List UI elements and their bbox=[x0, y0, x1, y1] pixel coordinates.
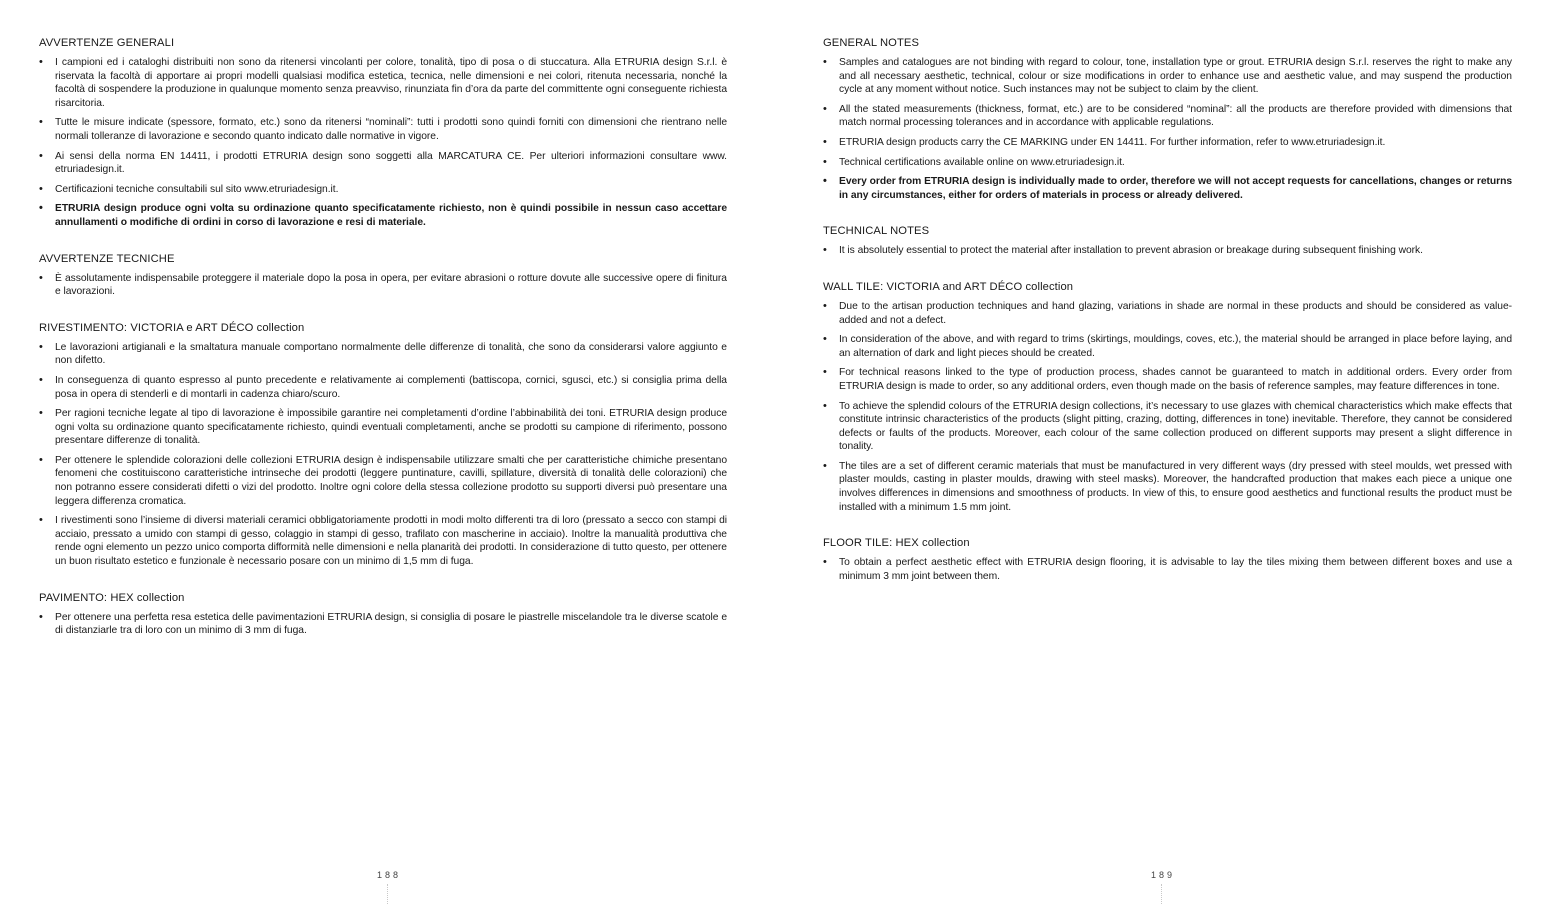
section-title: GENERAL NOTES bbox=[823, 37, 919, 49]
bullet-item: • Per ragioni tecniche legate al tipo di lavorazione è impossibile garantire nei completamenti d’ordine l’abbinabilità dei toni. ETRURIA design produce ogni volta su ordinazione quanto specificatamente richiesto, quindi eventuali completamenti, anche se prodotti su campione di riferimento, possono presentare differenze di tonalità. bbox=[39, 407, 727, 448]
left-column bbox=[39, 36, 727, 660]
bullet-item: • È assolutamente indispensabile proteggere il materiale dopo la posa in opera, per evitare abrasioni o rotture dovute alle successive opere di finitura e lavorazioni. bbox=[39, 272, 727, 299]
bullet-list bbox=[823, 300, 1512, 514]
bullet-item: • Ai sensi della norma EN 14411, i prodotti ETRURIA design sono soggetti alla MARCATURA CE. Per ulteriori informazioni consultare www. etruriadesign.it. bbox=[39, 150, 727, 177]
bullet-item: • In consideration of the above, and with regard to trims (skirtings, mouldings, coves, etc.), the material should be arranged in place before laying, and an alternation of dark and light pieces should be created. bbox=[823, 333, 1512, 360]
notes-section bbox=[39, 36, 727, 230]
bullet-item: • All the stated measurements (thickness, format, etc.) are to be considered “nominal”: all the products are therefore provided with dimensions that match normal processing tolerances and in accordance with applicable regulations. bbox=[823, 103, 1512, 130]
bullet-list bbox=[823, 56, 1512, 202]
page-number: 188 bbox=[376, 870, 402, 880]
bullet-item: • Le lavorazioni artigianali e la smaltatura manuale comportano normalmente delle differenze di tonalità, che sono da considerarsi valore aggiunto e non difetto. bbox=[39, 341, 727, 368]
bullet-list bbox=[39, 611, 727, 638]
notes-section bbox=[823, 280, 1512, 514]
bullet-item: • Per ottenere una perfetta resa estetica delle pavimentazioni ETRURIA design, si consiglia di posare le piastrelle miscelandole tra le diverse scatole e di distanziarle tra di loro con un minimo di 3 mm di fuga. bbox=[39, 611, 727, 638]
bullet-list bbox=[39, 272, 727, 299]
bullet-item: • To achieve the splendid colours of the ETRURIA design collections, it’s necessary to use glazes with chemical characteristics which make effects that constitute intrinsic characteristics of the products (slight pitting, crazing, dotting, differences in tone) inevitable. Therefore, they cannot be considered defects or faults of the products. Moreover, each colour of the same collection produced on different supports may present a slight difference in tonality. bbox=[823, 400, 1512, 454]
right-column bbox=[823, 36, 1512, 605]
bullet-item: • To obtain a perfect aesthetic effect with ETRURIA design flooring, it is advisable to lay the tiles mixing them between different boxes and use a minimum 3 mm joint between them. bbox=[823, 556, 1512, 583]
section-title: RIVESTIMENTO: VICTORIA e ART DÉCO collection bbox=[39, 321, 305, 334]
page-number: 189 bbox=[1150, 870, 1176, 880]
bullet-item: • For technical reasons linked to the type of production process, shades cannot be guaranteed to match in additional orders. Every order from ETRURIA design is made to order, so any additional orders, even though made on the basis of reference samples, may feature differences in tone. bbox=[823, 366, 1512, 393]
fold-mark bbox=[387, 884, 388, 904]
bullet-list bbox=[39, 341, 727, 569]
bullet-item: • The tiles are a set of different ceramic materials that must be manufactured in very different ways (dry pressed with steel moulds, wet pressed with plaster moulds, casting in plaster moulds, drawing with steel masks). Moreover, the handcrafted production that makes each piece a unique one involves differences in dimensions and smoothness of products. In view of this, to ensure good aesthetics and functional results the product must be installed with a minimum 1.5 mm joint. bbox=[823, 460, 1512, 514]
bullet-item: • ETRURIA design produce ogni volta su ordinazione quanto specificatamente richiesto, non è quindi possibile in nessun caso accettare annullamenti o modifiche di ordini in corso di lavorazione e resi di materiale. bbox=[39, 202, 727, 229]
bullet-item: • It is absolutely essential to protect the material after installation to prevent abrasion or breakage during subsequent finishing work. bbox=[823, 244, 1512, 258]
section-title: AVVERTENZE GENERALI bbox=[39, 37, 175, 49]
notes-section bbox=[39, 252, 727, 299]
section-title: AVVERTENZE TECNICHE bbox=[39, 252, 175, 265]
bullet-item: • Samples and catalogues are not binding with regard to colour, tone, installation type or grout. ETRURIA design S.r.l. reserves the right to make any and all necessary aesthetic, technical, colour or size modifications in order to enhance use and aesthetic value, and may suspend the production cycle at any moment without notice. Such instances may not be subject to claim by the client. bbox=[823, 56, 1512, 97]
section-title: TECHNICAL NOTES bbox=[823, 225, 930, 238]
bullet-item: • Every order from ETRURIA design is individually made to order, therefore we will not accept requests for cancellations, changes or returns in any circumstances, either for orders of materials in process or already delivered. bbox=[823, 175, 1512, 202]
notes-section bbox=[823, 536, 1512, 583]
section-title: PAVIMENTO: HEX collection bbox=[39, 591, 185, 604]
notes-section bbox=[823, 36, 1512, 202]
notes-section bbox=[39, 321, 727, 569]
notes-section bbox=[39, 591, 727, 638]
bullet-item: • Per ottenere le splendide colorazioni delle collezioni ETRURIA design è indispensabile utilizzare smalti che per caratteristiche chimiche presentano fenomeni che costituiscono caratteristiche intrinseche dei prodotti (leggere puntinature, cavilli, spillature, diversità di tonalità delle colorazioni) che non potranno essere considerati difetti o vizi del prodotto. Inoltre ogni colore della stessa collezione prodotto su supporti diversi può presentare una leggera differenza cromatica. bbox=[39, 454, 727, 508]
section-title: FLOOR TILE: HEX collection bbox=[823, 537, 970, 550]
section-title: WALL TILE: VICTORIA and ART DÉCO collection bbox=[823, 280, 1074, 293]
bullet-list bbox=[823, 556, 1512, 583]
right-page bbox=[775, 0, 1550, 904]
notes-section bbox=[823, 224, 1512, 258]
bullet-item: • In conseguenza di quanto espresso al punto precedente e relativamente ai complementi (battiscopa, cornici, sgusci, etc.) si consiglia prima della posa in opera di stenderli e di montarli in cadenza chiaro/scuro. bbox=[39, 374, 727, 401]
bullet-item: • Due to the artisan production techniques and hand glazing, variations in shade are normal in these products and should be considered as value-added and not a defect. bbox=[823, 300, 1512, 327]
bullet-item: • Certificazioni tecniche consultabili sul sito www.etruriadesign.it. bbox=[39, 183, 727, 197]
bullet-item: • Technical certifications available online on www.etruriadesign.it. bbox=[823, 156, 1512, 170]
bullet-item: • I campioni ed i cataloghi distribuiti non sono da ritenersi vincolanti per colore, tonalità, tipo di posa o di stuccatura. Alla ETRURIA design S.r.l. è riservata la facoltà di apportare ai propri modelli qualsiasi modifica estetica, tecnica, nelle dimensioni e nei colori, ritenuta necessaria, nonché la facoltà di sospendere la produzione in qualunque momento senza preavviso, rinunziata fin d’ora da parte del committente ogni conseguente richiesta risarcitoria. bbox=[39, 56, 727, 110]
fold-mark bbox=[1161, 884, 1162, 904]
bullet-list bbox=[39, 56, 727, 230]
bullet-list bbox=[823, 244, 1512, 258]
bullet-item: • ETRURIA design products carry the CE MARKING under EN 14411. For further information, refer to www.etruriadesign.it. bbox=[823, 136, 1512, 150]
bullet-item: • I rivestimenti sono l’insieme di diversi materiali ceramici obbligatoriamente prodotti in modi molto differenti tra di loro (pressato a secco con stampi di acciaio, pressato a umido con stampi di gesso, colaggio in stampi di gesso, trafilato con mascherine in acciaio). Inoltre la manualità produttiva che rende ogni elemento un pezzo unico comporta difformità nelle dimensioni e nella planarità dei prodotti. In considerazione di tutto questo, per ottenere un buon risultato estetico e funzionale è necessario posare con un minimo di 1,5 mm di fuga. bbox=[39, 514, 727, 568]
bullet-item: • Tutte le misure indicate (spessore, formato, etc.) sono da ritenersi “nominali”: tutti i prodotti sono quindi forniti con dimensioni che rientrano nelle normali tolleranze di lavorazione e secondo quanto indicato dalle normative in vigore. bbox=[39, 116, 727, 143]
